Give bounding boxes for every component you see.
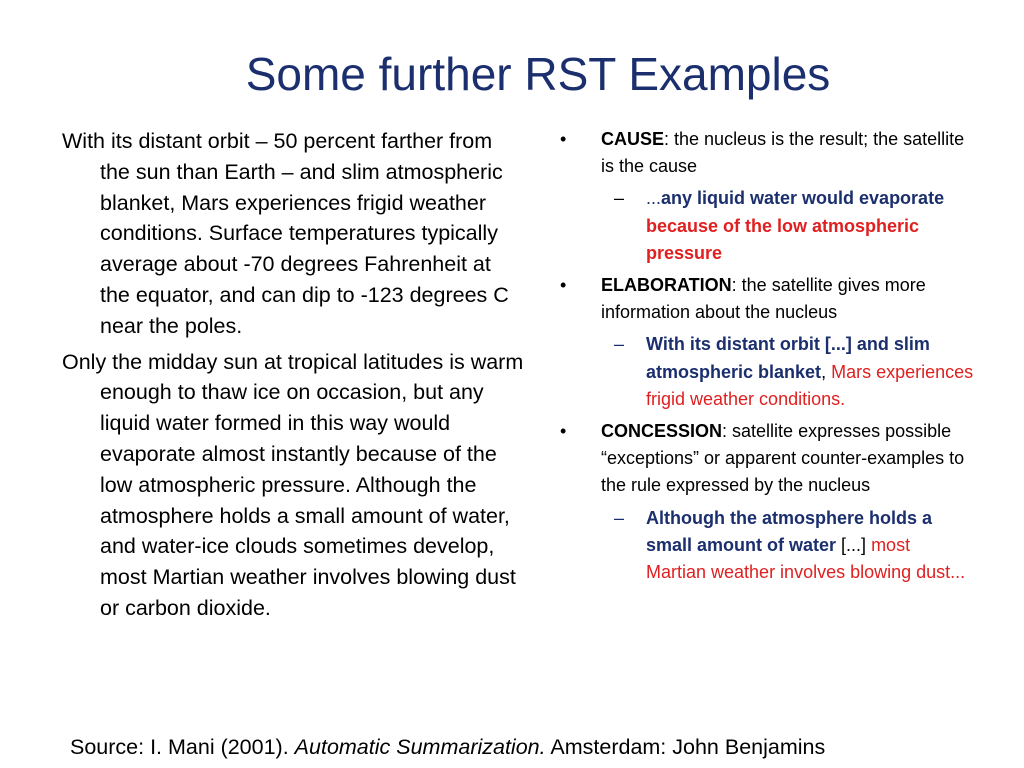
satellite-text: Although the atmosphere holds a small amount of water [646,507,933,555]
bullet-icon: • [560,275,567,296]
source-suffix: Amsterdam: John Benjamins [545,735,826,759]
relation-example-elaboration [601,331,975,413]
relation-list [560,126,975,586]
ellipsis-text: ... [646,188,662,209]
bullet-icon: • [560,421,567,442]
relation-description: : the satellite gives more information about the nucleus [601,275,926,323]
separator-text: , [821,361,832,382]
relation-item-concession [560,418,975,500]
source-prefix: Source: I. Mani (2001). [70,735,295,759]
example-text [62,126,524,629]
relation-description: : satellite expresses possible “exceptions” or apparent counter-examples to the rule expressed by the nucleus [601,421,965,496]
dash-icon: – [614,188,625,209]
relation-term: CAUSE [601,129,665,149]
nucleus-text: because of the low atmospheric pressure [646,215,920,263]
bullet-icon: • [560,129,567,149]
example-paragraph-2: Only the midday sun at tropical latitudes is warm enough to thaw ice on occasion, but any liquid water formed in this way would evaporate almost instantly because of the low atmospheric pressure. Although the atmosphere holds a small amount of water, and water-ice clouds sometimes develop, most Martian weather involves blowing dust or carbon dioxide. [62,349,524,620]
relation-description: : the nucleus is the result; the satellite is the cause [601,129,965,177]
example-paragraph-1: With its distant orbit – 50 percent farther from the sun than Earth – and slim atmospheric blanket, Mars experiences frigid weather conditions. Surface temperatures typically average about -70 degrees Fahrenheit at the equator, and can dip to -123 degrees C near the poles. [62,129,509,338]
relation-item-cause [560,126,975,180]
relation-term: CONCESSION [601,421,723,442]
relation-example-concession [601,505,975,587]
relation-example-cause [601,185,975,267]
dash-icon: – [614,507,625,528]
relation-item-elaboration [560,272,975,326]
relation-term: ELABORATION [601,275,732,296]
satellite-text: With its distant orbit [...] and slim atmospheric blanket [646,334,930,382]
nucleus-text: most Martian weather involves blowing dust... [646,534,966,583]
separator-text: [...] [836,534,872,555]
source-citation [70,732,825,762]
nucleus-text: Mars experiences frigid weather conditions. [646,361,974,409]
slide-title: Some further RST Examples [245,48,831,100]
source-book-title: Automatic Summarization. [294,735,546,759]
satellite-text: any liquid water would evaporate [661,188,945,209]
dash-icon: – [614,334,625,355]
